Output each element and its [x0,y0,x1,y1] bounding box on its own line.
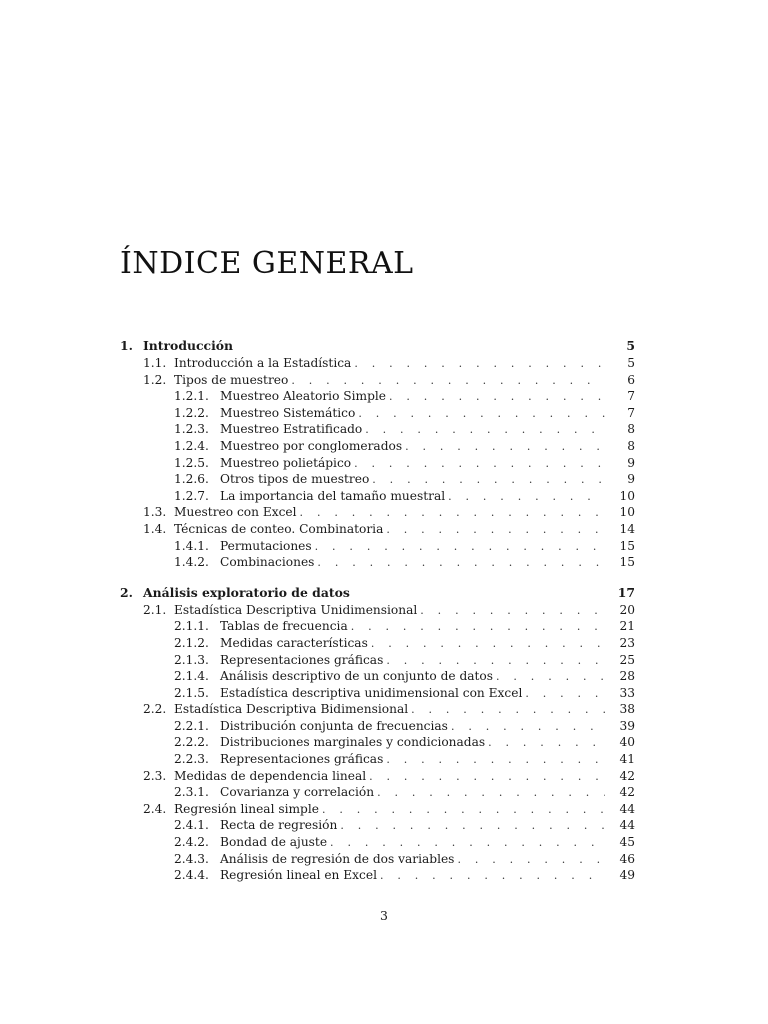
entry-page: 38 [619,702,635,717]
entry-number: 2.4. [143,801,167,816]
entry-page: 40 [619,735,635,750]
entry-title: Estadística descriptiva unidimensional con Excel [220,685,523,700]
dot-leader [317,556,605,569]
toc-section[interactable] [120,505,635,522]
entry-title: Regresión lineal en Excel [220,868,377,883]
dot-leader [389,390,605,403]
entry-number: 2.3.1. [174,785,209,800]
toc-subsection[interactable] [120,653,635,670]
dot-leader [405,440,605,453]
dot-leader [451,720,605,733]
dot-leader [386,753,605,766]
entry-number: 2.2.3. [174,752,209,767]
dot-leader [371,637,605,650]
entry-title: Muestreo Aleatorio Simple [220,389,387,404]
entry-page: 44 [619,818,635,833]
entry-number: 2.3. [143,768,167,783]
toc-subsection[interactable] [120,406,635,423]
entry-page: 20 [619,602,635,617]
entry-number: 1.4.2. [174,555,209,570]
entry-number: 1.1. [143,356,167,370]
entry-number: 1. [120,338,133,353]
dot-leader [420,604,605,617]
entry-number: 1.3. [143,505,167,520]
entry-number: 1.4. [143,521,167,536]
entry-title: Regresión lineal simple [174,801,319,816]
entry-page: 9 [627,472,635,487]
entry-title: Análisis descriptivo de un conjunto de datos [220,669,494,684]
dot-leader [322,803,605,816]
dot-leader [386,523,605,536]
toc-section[interactable] [120,702,635,719]
entry-number: 1.2.3. [174,422,209,437]
toc-subsection[interactable] [120,619,635,636]
toc-subsection[interactable] [120,669,635,686]
entry-number: 2.1. [143,602,167,617]
dot-leader [330,836,605,849]
toc-section[interactable] [120,373,635,390]
toc-chapter-heading[interactable] [120,585,635,603]
entry-title: Análisis de regresión de dos variables [220,851,455,866]
toc-subsection[interactable] [120,735,635,752]
entry-page: 8 [627,438,635,453]
dot-leader [354,457,605,470]
entry-page: 10 [619,505,635,520]
entry-number: 1.2.5. [174,455,209,470]
entry-page: 28 [619,669,635,684]
toc-section[interactable] [120,802,635,819]
dot-leader [488,736,605,749]
dot-leader [525,687,605,700]
entry-title: Medidas de dependencia lineal [174,768,367,783]
entry-title: Bondad de ajuste [220,835,328,850]
entry-number: 1.2.6. [174,472,209,487]
entry-page: 6 [627,372,635,387]
dot-leader [457,853,605,866]
dot-leader [377,786,605,799]
entry-page: 49 [619,868,635,883]
entry-title: Introducción a la Estadística [174,356,352,370]
dot-leader [315,540,605,553]
entry-page: 45 [619,835,635,850]
entry-page: 8 [627,422,635,437]
entry-title: Tipos de muestreo [174,372,289,387]
entry-title: Otros tipos de muestreo [220,472,370,487]
page-title: ÍNDICE GENERAL [120,246,414,281]
entry-number: 1.2.2. [174,405,209,420]
entry-number: 1.2.4. [174,438,209,453]
toc-subsection[interactable] [120,752,635,769]
entry-title: Permutaciones [220,538,312,553]
toc-subsection[interactable] [120,818,635,835]
toc-subsection[interactable] [120,835,635,852]
entry-title: Recta de regresión [220,818,338,833]
toc-subsection[interactable] [120,686,635,703]
entry-title: Covarianza y correlación [220,785,375,800]
entry-number: 2. [120,584,133,600]
toc-section[interactable] [120,522,635,539]
entry-title: Tablas de frecuencia [220,619,348,634]
entry-page: 5 [626,338,635,353]
dot-leader [354,357,605,370]
toc-subsection[interactable] [120,555,635,572]
entry-title: Muestreo polietápico [220,455,352,470]
entry-number: 1.2.1. [174,389,209,404]
entry-title: Estadística Descriptiva Unidimensional [174,602,418,617]
toc-subsection[interactable] [120,636,635,653]
dot-leader [369,770,605,783]
dot-leader [365,423,605,436]
table-of-contents [120,338,635,898]
toc-subsection[interactable] [120,539,635,556]
entry-number: 2.1.3. [174,652,209,667]
entry-number: 2.1.4. [174,669,209,684]
dot-leader [386,654,605,667]
entry-title: Análisis exploratorio de datos [143,584,350,600]
toc-subsection[interactable] [120,852,635,869]
entry-number: 2.2.2. [174,735,209,750]
entry-title: Técnicas de conteo. Combinatoria [174,521,384,536]
entry-title: Distribución conjunta de frecuencias [220,718,448,733]
entry-page: 5 [627,356,635,370]
entry-title: Muestreo con Excel [174,505,297,520]
dot-leader [358,407,605,420]
entry-page: 23 [619,635,635,650]
entry-page: 41 [619,752,635,767]
entry-number: 2.1.5. [174,685,209,700]
toc-subsection[interactable] [120,472,635,489]
entry-page: 14 [619,521,635,536]
entry-title: Representaciones gráficas [220,652,384,667]
entry-page: 15 [619,555,635,570]
toc-chapter [120,585,635,885]
entry-page: 15 [619,538,635,553]
entry-title: Muestreo Sistemático [220,405,356,420]
toc-section[interactable] [120,356,635,373]
entry-number: 1.2. [143,372,167,387]
entry-title: Representaciones gráficas [220,752,384,767]
entry-number: 2.4.2. [174,835,209,850]
entry-page: 17 [617,584,635,600]
entry-number: 2.2.1. [174,718,209,733]
entry-page: 25 [619,652,635,667]
toc-section[interactable] [120,769,635,786]
toc-subsection[interactable] [120,456,635,473]
entry-title: Muestreo por conglomerados [220,438,403,453]
dot-leader [411,703,605,716]
entry-page: 46 [619,851,635,866]
entry-page: 7 [627,405,635,420]
entry-title: La importancia del tamaño muestral [220,488,446,503]
entry-title: Estadística Descriptiva Bidimensional [174,702,409,717]
toc-subsection[interactable] [120,489,635,506]
toc-subsection[interactable] [120,422,635,439]
entry-page: 39 [619,718,635,733]
entry-number: 2.4.3. [174,851,209,866]
page-number: 3 [380,908,388,923]
entry-title: Medidas características [220,635,368,650]
entry-number: 2.4.1. [174,818,209,833]
entry-number: 2.2. [143,702,167,717]
toc-subsection[interactable] [120,719,635,736]
entry-page: 44 [619,801,635,816]
toc-subsection[interactable] [120,785,635,802]
dot-leader [340,819,605,832]
entry-number: 2.1.2. [174,635,209,650]
entry-page: 10 [619,488,635,503]
entry-number: 1.4.1. [174,538,209,553]
entry-title: Muestreo Estratificado [220,422,363,437]
entry-number: 2.4.4. [174,868,209,883]
entry-title: Distribuciones marginales y condicionadas [220,735,486,750]
toc-subsection[interactable] [120,389,635,406]
toc-subsection[interactable] [120,439,635,456]
entry-number: 2.1.1. [174,619,209,634]
entry-page: 33 [619,685,635,700]
dot-leader [351,620,605,633]
entry-page: 42 [619,768,635,783]
dot-leader [291,374,605,387]
dot-leader [380,869,605,882]
entry-page: 21 [619,619,635,634]
entry-page: 9 [627,455,635,470]
dot-leader [496,670,605,683]
dot-leader [372,473,605,486]
entry-number: 1.2.7. [174,488,209,503]
entry-title: Introducción [143,338,234,353]
toc-chapter-heading[interactable] [120,338,635,356]
toc-subsection[interactable] [120,868,635,885]
dot-leader [448,490,605,503]
dot-leader [300,506,605,519]
entry-page: 7 [627,389,635,404]
entry-title: Combinaciones [220,555,315,570]
toc-section[interactable] [120,603,635,620]
toc-chapter [120,338,635,572]
entry-page: 42 [619,785,635,800]
